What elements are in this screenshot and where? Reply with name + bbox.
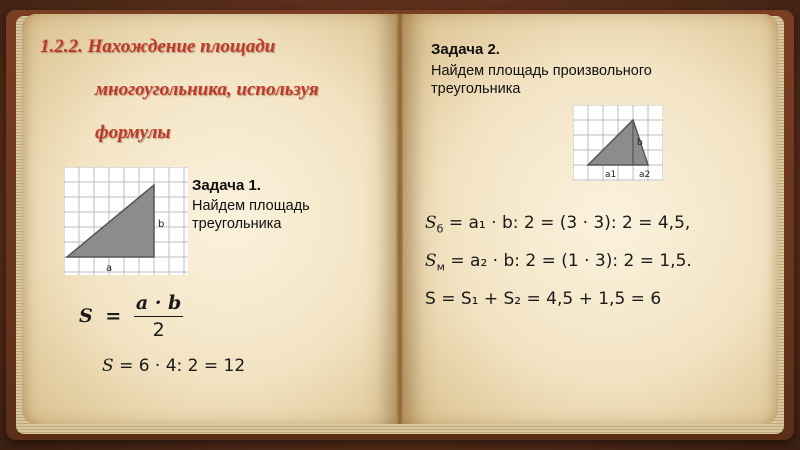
formula-lhs: S [79,305,93,327]
task1-calc: S = 6 · 4: 2 = 12 [102,356,246,376]
eq1-rest: = a₁ · b: 2 = (3 · 3): 2 = 4,5, [448,213,691,233]
formula-numerator: a · b [134,292,183,317]
task2-eq-3: S = S₁ + S₂ = 4,5 + 1,5 = 6 [425,289,662,309]
task1-text-1: Найдем площадь [192,198,310,214]
task1-title: Задача 1. [192,177,261,194]
triangle-figure-1 [64,167,188,275]
right-page [403,14,778,424]
eq1-sub: б [436,222,444,236]
eq2-rest: = a₂ · b: 2 = (1 · 3): 2 = 1,5. [450,251,692,271]
task2-eq-1: $S_б = a_1 \cdot b$: 2 = (3 · 3): 2 = 4,5, [425,213,691,236]
task2-text-2: треугольника [431,81,521,97]
label-b: b [158,219,165,230]
task1-text-2: треугольника [192,216,282,232]
eq2-sub: м [436,260,445,274]
task2-eq-2: $S_м = a_2 \cdot b$: 2 = (1 · 3): 2 = 1,5. [425,251,692,274]
heading-line-1: 1.2.2. Нахождение площади [40,36,276,57]
task2-title: Задача 2. [431,41,500,58]
triangle-figure-2 [573,105,663,181]
label-b2: b [637,138,643,148]
task1-calc-rest: = 6 · 4: 2 = 12 [119,356,246,376]
heading-line-3: формулы [95,122,171,143]
formula-fraction [134,292,183,341]
task2-text-1: Найдем площадь произвольного [431,63,652,79]
label-a1: a1 [605,170,617,180]
area-formula: S = $\frac{a \cdot b}{2}$ [79,292,182,341]
label-a2: a2 [639,170,651,180]
label-a: a [106,263,113,274]
triangle-1-shape [67,185,154,257]
left-page [22,14,397,424]
heading-line-2: многоугольника, используя [95,79,319,100]
formula-denominator: 2 [152,319,165,341]
